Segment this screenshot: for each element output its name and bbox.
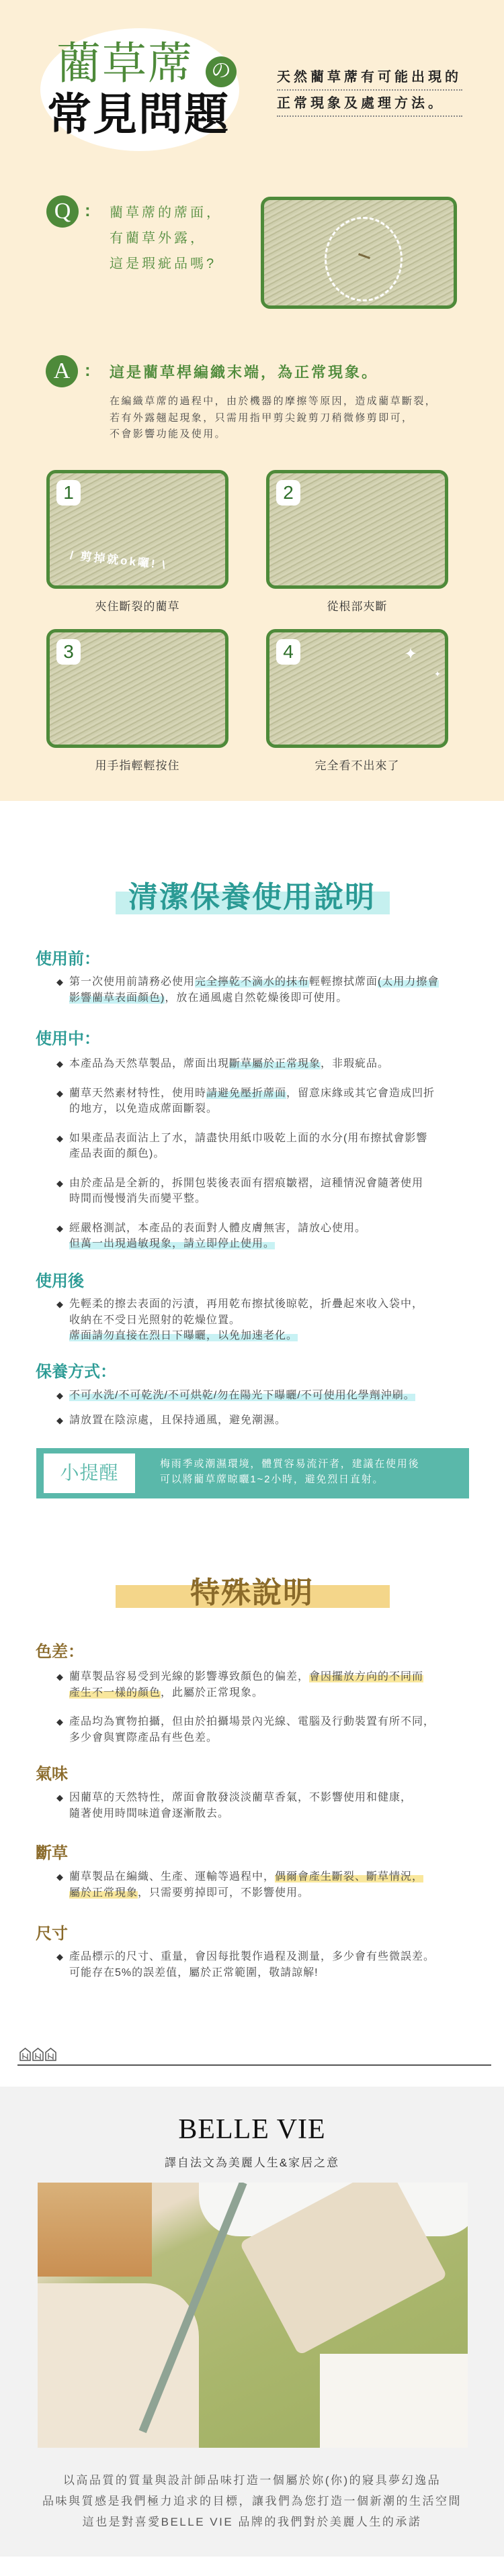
section-heading: 保養方式：	[36, 1364, 116, 1381]
highlighted-text: 產生不一樣的顏色	[69, 1686, 161, 1699]
answer-headline: 這是藺草桿編織末端，為正常現象。	[110, 364, 379, 381]
answer-line: 在編織草蓆的過程中，由於機器的摩擦等原因，造成藺草斷裂，	[110, 395, 437, 407]
bullet-text: 藺草天然素材特性，使用時	[69, 1087, 207, 1099]
bullet-line	[69, 1965, 473, 1981]
section-heading: 氣味	[36, 1766, 68, 1783]
bullet-item	[56, 1176, 473, 1207]
bullet-line	[69, 1885, 473, 1901]
bullet-list	[56, 1296, 473, 1357]
question-line: 這是瑕疵品嗎?	[110, 256, 217, 271]
bullet-list	[56, 974, 473, 1019]
section-heading: 色差：	[36, 1643, 84, 1661]
diamond-bullet-icon: ◆	[56, 1872, 64, 1882]
brand-tagline: 譯自法文為美麗人生&家居之意	[164, 2156, 340, 2169]
step-caption: 完全看不出來了	[314, 759, 400, 772]
tip-label: 小提醒	[44, 1453, 135, 1493]
special-title: 特殊說明	[190, 1576, 314, 1609]
bullet-line	[69, 1714, 473, 1730]
bullet-text: 經嚴格測試，本產品的表面對人體皮膚無害，請放心使用。	[69, 1222, 367, 1234]
bullet-list	[56, 1869, 473, 1914]
book	[320, 2354, 468, 2448]
step-number: 4	[276, 639, 300, 665]
bullet-list	[56, 1388, 473, 1437]
bullet-text: ，此屬於正常現象。	[161, 1686, 264, 1699]
answer-line: 不會影響功能及使用。	[110, 428, 227, 440]
highlighted-text: 影響藺草表面顏色)	[69, 992, 165, 1004]
bullet-line	[69, 974, 473, 990]
sparkle-icon: ✦	[434, 669, 442, 679]
product-photo	[38, 2183, 468, 2448]
tip-text	[160, 1456, 419, 1487]
q-colon: :	[85, 200, 91, 220]
bullet-line	[69, 1388, 473, 1404]
bullet-text: 的地方，以免造成蓆面斷裂。	[69, 1103, 218, 1114]
brand-name: BELLE VIE	[178, 2114, 326, 2145]
bullet-list	[56, 1949, 473, 1994]
intro-line: 正常現象及處理方法。	[277, 92, 462, 117]
bullet-text: 第一次使用前請務必使用	[69, 976, 196, 988]
bullet-line	[69, 1056, 473, 1072]
highlighted-text: (太用力擦會	[378, 976, 439, 988]
step-number: 1	[56, 480, 81, 506]
diamond-bullet-icon: ◆	[56, 1133, 64, 1143]
diamond-bullet-icon: ◆	[56, 1178, 64, 1188]
bullet-line	[69, 1101, 473, 1117]
bullet-line	[69, 1086, 473, 1102]
highlight-ellipse	[325, 217, 403, 301]
bullet-line	[69, 1176, 473, 1192]
bullet-line	[69, 1146, 473, 1162]
step-caption: 夾住斷裂的藺草	[95, 600, 180, 613]
a-colon: :	[85, 360, 91, 380]
bullet-item	[56, 1669, 473, 1701]
highlighted-text: 請避免壓折蓆面	[206, 1087, 287, 1099]
step-photo-1	[46, 470, 228, 589]
bullet-line	[69, 1669, 473, 1685]
diamond-bullet-icon: ◆	[56, 1088, 64, 1098]
q-badge: Q	[46, 195, 79, 228]
step-number: 2	[276, 480, 300, 506]
title-line2: 常見問題	[47, 91, 230, 140]
bullet-list	[56, 1790, 473, 1835]
bullet-text: 先輕柔的擦去表面的污漬，再用乾布擦拭後晾乾，折疊起來收入袋中，	[69, 1298, 424, 1310]
tip-box	[36, 1448, 469, 1498]
faq-section	[0, 0, 504, 801]
highlighted-text: 不可水洗/不可乾洗/不可烘乾/勿在陽光下曝曬/不可使用化學劑沖刷。	[69, 1390, 415, 1401]
diamond-bullet-icon: ◆	[56, 1059, 64, 1069]
bullet-item	[56, 1949, 473, 1981]
bullet-text: 輕輕擦拭蓆面	[309, 976, 378, 988]
step-caption: 從根部夾斷	[327, 600, 388, 613]
bullet-line	[69, 1313, 473, 1329]
highlighted-text: 斷草屬於正常現象	[229, 1058, 321, 1069]
bullet-line	[69, 1191, 473, 1207]
diamond-bullet-icon: ◆	[56, 1793, 64, 1803]
bullet-text: 如果產品表面沾上了水，請盡快用紙巾吸乾上面的水分(用布擦拭會影響	[69, 1132, 428, 1144]
answer-line: 若有外露翹起現象，只需用指甲剪尖銳剪刀稍微修剪即可，	[110, 412, 414, 424]
intro-line: 天然藺草蓆有可能出現的	[277, 66, 462, 91]
brand-section	[0, 2087, 504, 2557]
brand-statement-line: 品味與質感是我們極力追求的目標，讓我們為您打造一個新潮的生活空間	[42, 2495, 462, 2508]
bullet-line	[69, 1131, 473, 1147]
bullet-line	[69, 1869, 473, 1885]
highlighted-text: 會因擺放方向的不同而	[309, 1671, 424, 1682]
question-photo	[261, 197, 457, 309]
highlighted-text: 完全擰乾不滴水的抹布	[195, 976, 310, 988]
question-line: 有藺草外露，	[110, 231, 206, 246]
bullet-line	[69, 1790, 473, 1806]
answer-body	[110, 393, 437, 443]
step-photo-2	[266, 470, 448, 589]
bullet-text: 可能存在5%的誤差值，屬於正常範圍，敬請諒解!	[69, 1966, 319, 1978]
bullet-text: 本產品為天然草製品，蓆面出現	[69, 1058, 230, 1069]
bullet-text: ，留意床緣或其它會造成凹折	[286, 1087, 435, 1099]
bullet-line	[69, 1413, 473, 1429]
bullet-line	[69, 1730, 473, 1746]
bullet-text: 收納在不受日光照射的乾燥位置。	[69, 1314, 241, 1326]
bullet-item	[56, 1086, 473, 1117]
bullet-item	[56, 1790, 473, 1821]
brand-logo	[19, 2048, 56, 2061]
section-heading: 尺寸	[36, 1925, 68, 1943]
bullet-line	[69, 990, 473, 1006]
bullet-text: ，非瑕疵品。	[321, 1058, 390, 1069]
step-photo-4	[266, 629, 448, 748]
bullet-text: 產品表面的顏色)。	[69, 1148, 165, 1159]
section-heading: 使用中：	[36, 1031, 100, 1048]
step-number: 3	[56, 639, 81, 665]
bullet-line	[69, 1296, 473, 1313]
step-caption: 用手指輕輕按住	[95, 759, 180, 772]
tip-line: 梅雨季或潮濕環境，體質容易流汗者，建議在使用後	[160, 1458, 420, 1470]
cleaning-title: 清潔保養使用說明	[128, 881, 376, 914]
title-line1: 藺草蓆	[56, 40, 194, 89]
brand-statement-line: 以高品質的質量與設計師品味打造一個屬於妳(你)的寢具夢幻逸品	[62, 2474, 442, 2487]
bullet-text: 時間而慢慢消失而變平整。	[69, 1193, 207, 1204]
bullet-line	[69, 1949, 473, 1965]
divider	[17, 2064, 491, 2066]
bullet-text: 產品均為實物拍攝，但由於拍攝場景內光線、電腦及行動裝置有所不同，	[69, 1716, 435, 1727]
bullet-item	[56, 1056, 473, 1072]
section-heading: 斷草	[36, 1845, 68, 1862]
bullet-text: 產品標示的尺寸、重量，會因每批製作過程及測量，多少會有些微誤差。	[69, 1951, 435, 1962]
bullet-item	[56, 1221, 473, 1252]
diamond-bullet-icon: ◆	[56, 1390, 64, 1400]
bullet-item	[56, 1131, 473, 1162]
bullet-text: 隨著使用時間味道會逐漸散去。	[69, 1807, 230, 1819]
bullet-text: 由於產品是全新的，拆開包裝後表面有摺痕皺褶，這種情況會隨著使用	[69, 1177, 424, 1189]
throw-blanket	[38, 2283, 199, 2448]
bullet-text: 藺草製品容易受到光線的影響導致顏色的偏差，	[69, 1671, 310, 1682]
bullet-line	[69, 1806, 473, 1822]
step-overlay-text: / 剪掉就ok囉! \	[69, 548, 168, 572]
diamond-bullet-icon: ◆	[56, 1952, 64, 1962]
house-icon	[19, 2048, 31, 2061]
a-badge: A	[46, 355, 78, 387]
section-heading: 使用前：	[36, 951, 100, 968]
bullet-item	[56, 1388, 473, 1404]
diamond-bullet-icon: ◆	[56, 1672, 64, 1682]
highlighted-text: 但萬一出現過敏現象，請立即停止使用。	[69, 1238, 276, 1249]
bullet-list	[56, 1669, 473, 1759]
diamond-bullet-icon: ◆	[56, 1415, 64, 1425]
bullet-text: 多少會與實際產品有些色差。	[69, 1731, 218, 1744]
highlighted-text: 偶爾會產生斷裂、斷草情況，	[275, 1871, 424, 1882]
diamond-bullet-icon: ◆	[56, 977, 64, 987]
section-heading: 使用後	[36, 1273, 84, 1290]
bullet-item	[56, 1869, 473, 1901]
brand-statement-line: 這也是對喜愛BELLE VIE 品牌的我們對於美麗人生的承諾	[82, 2516, 422, 2528]
bullet-line	[69, 1685, 473, 1701]
bullet-item	[56, 1714, 473, 1746]
bullet-text: 藺草製品在編織、生產、運輸等過程中，	[69, 1871, 276, 1882]
bullet-list	[56, 1056, 473, 1266]
tip-line: 可以將藺草蓆晾曬1~2小時，避免烈日直射。	[160, 1474, 384, 1485]
house-icon	[45, 2048, 56, 2061]
step-photo-3	[46, 629, 228, 748]
bullet-item	[56, 1296, 473, 1344]
bullet-text: 因藺草的天然特性，蓆面會散發淡淡藺草香氣，不影響使用和健康，	[69, 1792, 413, 1803]
diamond-bullet-icon: ◆	[56, 1223, 64, 1233]
bullet-item	[56, 1413, 473, 1429]
sparkle-icon: ✦	[404, 645, 418, 663]
bullet-text: ，放在通風處自然乾燥後即可使用。	[165, 992, 348, 1004]
bullet-line	[69, 1328, 473, 1344]
house-icon	[32, 2048, 44, 2061]
diamond-bullet-icon: ◆	[56, 1717, 64, 1727]
bullet-line	[69, 1236, 473, 1252]
bullet-text: 請放置在陰涼處，且保持通風，避免潮濕。	[69, 1414, 287, 1426]
shelf	[38, 2183, 152, 2277]
bullet-line	[69, 1221, 473, 1237]
highlighted-text: 屬於正常現象	[69, 1887, 138, 1899]
question-line: 藺草蓆的蓆面，	[110, 205, 222, 220]
highlighted-text: 蓆面請勿直接在烈日下曝曬，以免加速老化。	[69, 1330, 298, 1341]
title-no-badge: の	[206, 56, 237, 87]
bullet-item	[56, 974, 473, 1006]
bullet-text: ，只需要剪掉即可，不影響使用。	[138, 1887, 310, 1899]
diamond-bullet-icon: ◆	[56, 1299, 64, 1309]
